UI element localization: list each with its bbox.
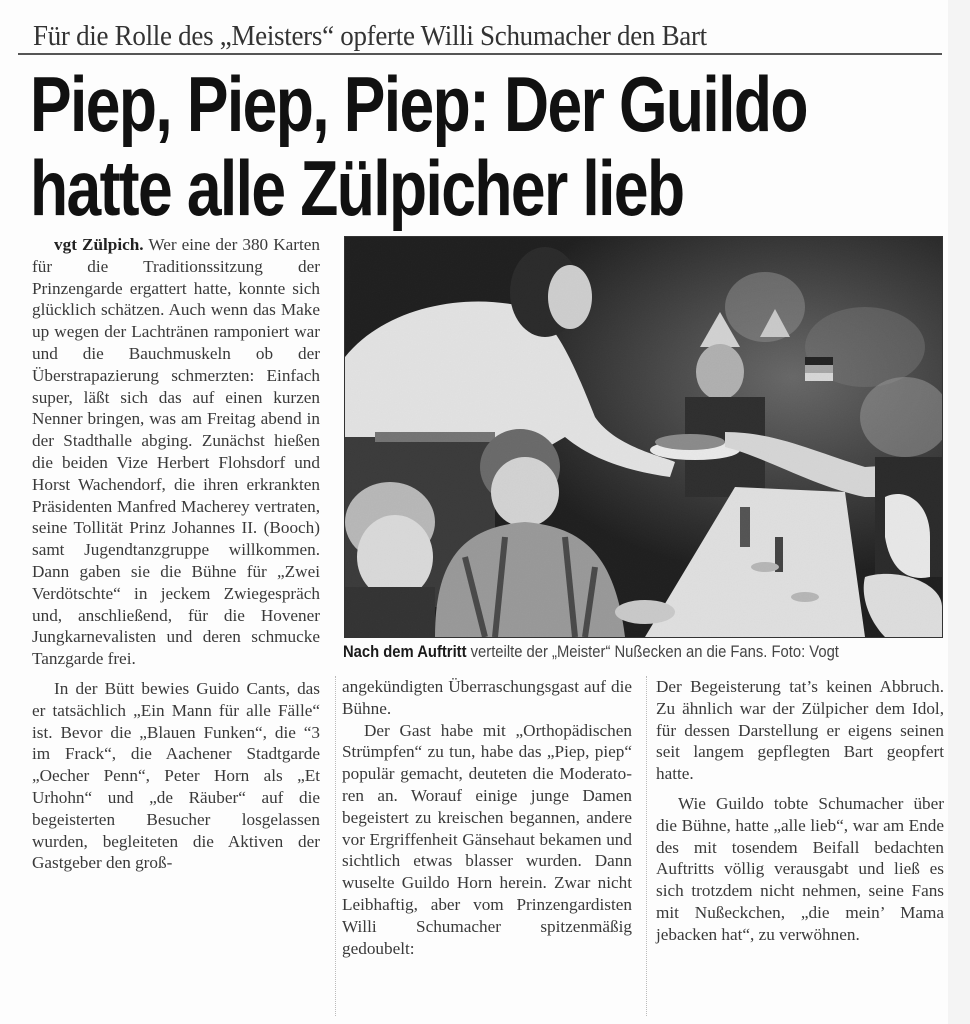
caption-lead: Nach dem Auftritt (343, 642, 467, 661)
kicker-rule-divider (18, 53, 942, 55)
column-separator (646, 676, 647, 1016)
article-column-1 (32, 234, 320, 874)
column-separator (335, 676, 336, 1016)
photo-image (345, 237, 942, 637)
paragraph: Der Begeisterung tat’s keinen Abbruch. Zu ähnlich war der Zülpicher dem Idol, für dessen Darstellung er eigens seinen seit langem gepflegten Bart geopfert hatte. (656, 677, 944, 784)
paragraph: In der Bütt bewies Guido Cants, das er tatsächlich „Ein Mann für alle Fälle“ ist. Bevor die „Blauen Funken“, die “3 im Frack“, die Aachener Stadtgarde „Oecher Penn“, Peter Horn als „Et Urhohn“ und „de Räuber“ auf die begeisterten Besucher losgelassen wurden, begleiteten die Aktiven der Gastgeber den groß- (32, 678, 320, 873)
headline-line-1: Piep, Piep, Piep: Der Guildo (30, 60, 807, 148)
lead-text: Wer eine der 380 Karten für die Traditionssitzung der Prinzengarde ergattert hatte, konnte sich glücklich schätzen. Auch wenn das Make up wegen der Lachtränen ramponiert war und die Bauchmuskeln ob der Überstrapazierung schmerzten: Einfach super, läßt sich das auf einen kurzen Nenner bringen, was am Freitag abend in der Stadthalle abging. Zunächst hießen die beiden Vize Herbert Flohsdorf und Horst Wachendorf, die ihren erkrankten Präsidenten Manfred Macherey vertraten, seine Tollität Prinz Johannes II. (Booch) samt Jugendtanzgruppe willkommen. Dann gaben sie die Bühne für „Zwei Verdötschte“ in jeckem Zwiegespräch und, anschließend, für die Hovener Jungkarnevalisten und deren schmucke Tanzgarde frei. (32, 235, 320, 669)
article-column-3 (656, 676, 944, 946)
caption-text: verteilte der „Meister“ Nußecken an die Fans. Foto: Vogt (466, 642, 839, 661)
headline-line-2: hatte alle Zülpicher lieb (30, 144, 684, 232)
photo-caption (343, 642, 865, 662)
article-photo (344, 236, 943, 638)
page-margin (948, 0, 970, 1024)
paragraph: angekündigten Überraschungsgast auf die Bühne. (342, 677, 632, 718)
dateline: vgt Zülpich. (54, 235, 144, 254)
paragraph: Wie Guildo tobte Schumacher über die Bühne, hatte „alle lieb“, war am Ende des mit tosendem Beifall bedachten Auftritts völlig verausgabt und ließ es sich trotzdem nicht nehmen, seine Fans mit Nußeckchen, „die mein’ Mama jebacken hat“, zu verwöhnen. (656, 793, 944, 944)
paragraph: Der Gast habe mit „Orthopädischen Strümpfen“ zu tun, habe das „Piep, piep“ populär gemacht, deuteten die Moderatoren an. Worauf einige junge Damen begeistert zu kreischen begannen, andere vor Ergriffenheit Gänsehaut bekamen und sichtlich etwas blasser wurden. Dann wuselte Guildo Horn herein. Zwar nicht Leibhaftig, aber vom Prinzengardisten Willi Schumacher spitzenmäßig gedoubelt: (342, 720, 632, 958)
kicker-headline: Für die Rolle des „Meisters“ opferte Willi Schumacher den Bart (33, 20, 707, 52)
lead-paragraph (32, 234, 320, 670)
main-headline (30, 62, 807, 230)
article-column-2 (342, 676, 632, 959)
